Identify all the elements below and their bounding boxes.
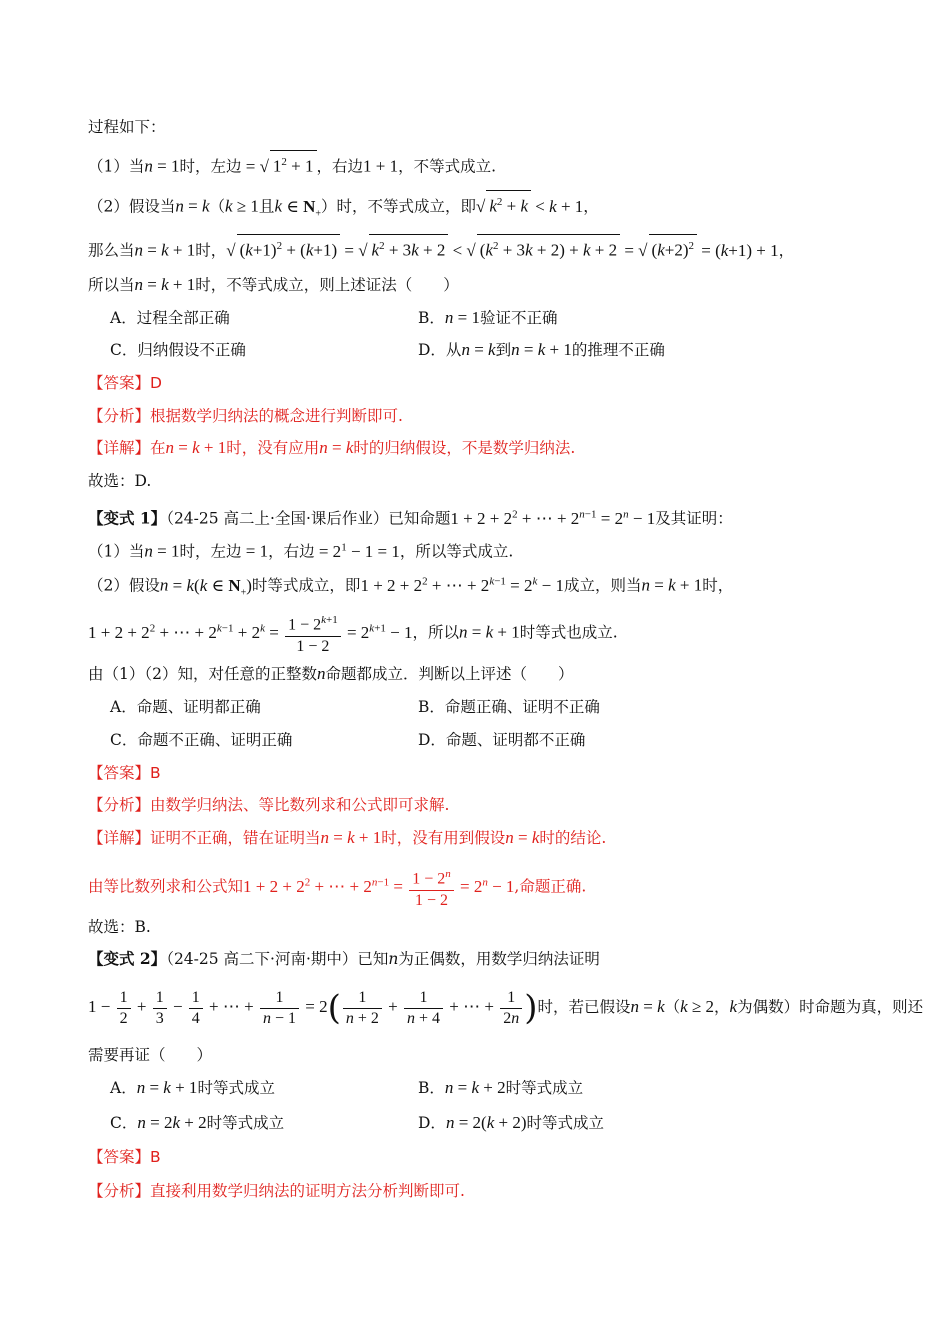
v1-option-c[interactable] — [110, 729, 292, 751]
v1-detail-2: 由等比数列求和公式知$1 + 2 + 2^2$ + ⋯ + $2^{n-1}$ = $\frac{1 - 2^n}{1 - 2}$ = $2^n - 1$,命题正确. — [88, 860, 586, 911]
proof-step-2: （2）假设当n = k（k ≥ 1且k ∈ $N_+$）时，不等式成立，即√ $k^2 + k < k + 1$， — [88, 190, 599, 225]
answer-value: D — [150, 374, 162, 392]
option-text: A．命题、证明都正确 — [110, 698, 261, 716]
option-text: B．命题正确、证明不正确 — [418, 698, 600, 716]
option-text: A． — [110, 1079, 137, 1097]
q1-option-a[interactable] — [110, 307, 230, 329]
text: 在 — [150, 439, 166, 457]
text: 时，没有应用 — [226, 439, 320, 457]
analysis-label: 【分析】 — [88, 796, 151, 814]
option-text: D． — [418, 1114, 446, 1132]
option-text: 的推理不正确 — [571, 341, 665, 359]
q1-answer — [88, 372, 162, 394]
answer-value: B — [150, 1148, 161, 1166]
text: 那么当 — [88, 241, 135, 260]
text: （2）假设 — [88, 576, 160, 595]
v2-option-d[interactable]: D．n = 2(k + 2)时等式成立 — [418, 1113, 604, 1132]
text: 已知命题 — [388, 509, 451, 528]
option-text: D．从 — [418, 341, 462, 359]
text: 且 — [258, 197, 275, 216]
text: 为偶数）时命题为真，则还 — [737, 998, 924, 1016]
option-text: 验证不正确 — [479, 309, 558, 327]
analysis-text: 根据数学归纳法的概念进行判断即可. — [150, 407, 403, 425]
text: 时， — [195, 241, 227, 260]
detail-label: 【详解】 — [88, 439, 151, 457]
variant-tag: 【变式 2】 — [88, 949, 167, 968]
intro-line — [88, 116, 166, 138]
analysis-label: 【分析】 — [88, 407, 151, 425]
analysis-text: 由数学归纳法、等比数列求和公式即可求解. — [150, 796, 450, 814]
text: 由等比数列求和公式知 — [88, 877, 244, 896]
text: 时等式也成立. — [519, 623, 618, 642]
text: （1）当 — [88, 157, 145, 176]
variant-source: （24-25 高二下·河南·期中） — [166, 950, 358, 968]
v2-answer — [88, 1146, 161, 1168]
option-text: A．过程全部正确 — [110, 309, 230, 327]
v1-analysis — [88, 794, 449, 816]
v1-answer — [88, 762, 161, 784]
text: （2）假设当 — [88, 197, 176, 216]
detail-label: 【详解】 — [88, 829, 151, 847]
option-text: B． — [418, 309, 445, 327]
text: 证明不正确，错在证明当 — [150, 829, 321, 847]
v1-choose — [88, 916, 151, 938]
q1-choose — [88, 470, 151, 492]
option-text: 时等式成立 — [526, 1114, 604, 1132]
text: 时， — [702, 576, 734, 595]
option-text: B． — [418, 1079, 445, 1097]
variant-1-line-4: 由（1）（2）知，对任意的正整数n命题都成立．判断以上评述（ ） — [88, 664, 574, 683]
option-text: C．归纳假设不正确 — [110, 341, 246, 359]
text: ）时，不等式成立，即 — [321, 197, 477, 216]
option-text: C．命题不正确、证明正确 — [110, 731, 293, 749]
q1-option-b[interactable]: B．n = 1验证不正确 — [418, 308, 558, 327]
variant-2-stem — [88, 948, 600, 970]
variant-2-line-3 — [88, 1044, 212, 1066]
text: （ — [209, 197, 226, 216]
text: 所以当 — [88, 276, 135, 294]
variant-1-stem: 【变式 1】（24-25 高二上·全国·课后作业）已知命题$1 + 2 + 2^2$ + ⋯ + $2^{n-1} = 2^n - 1$及其证明： — [88, 508, 733, 528]
intro-text: 过程如下： — [88, 118, 166, 136]
text: ，右边 — [268, 542, 315, 561]
v1-option-a[interactable] — [110, 696, 261, 718]
variant-1-line-1: （1）当n = 1时，左边 = 1，右边 = $2^1 - 1 = 1$，所以等式成立. — [88, 541, 514, 561]
variant-2-formula: 1 − $\frac{1}{2}$ + $\frac{1}{3}$ − $\frac{1}{4}$ + ⋯ + $\frac{1}{n - 1}$ = 2( $\frac{1}{n + 2}$ + $\frac{1}{n + 4}$ + ⋯ + $\frac{1}{2n}$ )时，若已假设n = k（k ≥ 2，k为偶数）时命题为真，则还 — [88, 988, 924, 1028]
proof-step-1: （1）当n = 1时，左边 = √ $1^2 + 1$ ，右边1 + 1，不等式成立. — [88, 150, 496, 178]
text: 时，不等式成立，则上述证法（ ） — [195, 276, 459, 294]
choose-text: 故选：B. — [88, 918, 151, 936]
q1-analysis — [88, 405, 403, 427]
option-text: C． — [110, 1114, 138, 1132]
option-text: 时等式成立 — [505, 1079, 584, 1097]
q1-detail: 【详解】在n = k + 1时，没有应用n = k时的归纳假设，不是数学归纳法. — [88, 438, 576, 457]
text: 时等式成立，即 — [251, 576, 361, 595]
v2-option-a[interactable]: A．n = k + 1时等式成立 — [110, 1078, 275, 1097]
analysis-label: 【分析】 — [88, 1182, 151, 1200]
option-text: 到 — [495, 341, 512, 359]
q1-option-c[interactable] — [110, 339, 246, 361]
text: ，所以 — [412, 623, 460, 642]
text: 时，若已假设 — [537, 998, 631, 1016]
text: n — [388, 950, 399, 968]
answer-label: 【答案】 — [88, 764, 151, 782]
text: 时的结论. — [539, 829, 607, 847]
v2-option-c[interactable]: C．n = 2k + 2时等式成立 — [110, 1113, 285, 1132]
choose-text: 故选：D. — [88, 472, 152, 490]
text: 为正偶数，用数学归纳法证明 — [398, 950, 600, 968]
answer-label: 【答案】 — [88, 1148, 151, 1166]
v1-option-b[interactable] — [418, 696, 600, 718]
text: （1）当 — [88, 542, 145, 561]
analysis-text: 直接利用数学归纳法的证明方法分析判断即可. — [150, 1182, 465, 1200]
option-text: 时等式成立 — [197, 1079, 275, 1097]
text: ，所以等式成立. — [399, 542, 514, 561]
variant-tag: 【变式 1】 — [88, 508, 167, 528]
variant-1-line-3: $1 + 2 + 2^2$ + ⋯ + $2^{k-1} + 2^k$ = $\frac{1 - 2^{k+1}}{1 - 2}$ = $2^{k+1} - 1$，所以n = k + 1时等式也成立. — [88, 606, 618, 657]
text: ， — [583, 197, 599, 216]
text: 成立，则当 — [564, 576, 642, 595]
v2-option-b[interactable]: B．n = k + 2时等式成立 — [418, 1078, 584, 1097]
text: 由（1）（2）知，对任意的正整数 — [88, 665, 317, 683]
answer-value: B — [150, 764, 161, 782]
v1-option-d[interactable] — [418, 729, 585, 751]
text: 已知 — [357, 950, 389, 968]
text: 时，左边 — [179, 157, 242, 176]
option-text: D．命题、证明都不正确 — [418, 731, 586, 749]
variant-source: （24-25 高二上·全国·课后作业） — [166, 509, 389, 528]
q1-option-d[interactable]: D．从n = k到n = k + 1的推理不正确 — [418, 340, 665, 359]
text: 时，没有用到假设 — [381, 829, 506, 847]
variant-1-line-2: （2）假设n = k(k ∈ $N_+$)时等式成立，即$1 + 2 + 2^2$ + ⋯ + $2^{k-1} = 2^k - 1$成立，则当n = k + 1时， — [88, 575, 734, 599]
text: 命题都成立．判断以上评述（ ） — [325, 665, 574, 683]
text: ，右边 — [316, 157, 364, 176]
v2-analysis — [88, 1180, 465, 1202]
text: （ — [664, 998, 681, 1016]
text: 及其证明： — [655, 509, 733, 528]
text: ，不等式成立. — [398, 157, 497, 176]
v1-detail: 【详解】证明不正确，错在证明当n = k + 1时，没有用到假设n = k时的结论. — [88, 828, 607, 847]
text: 时的归纳假设，不是数学归纳法. — [353, 439, 576, 457]
text: 需要再证（ ） — [88, 1046, 213, 1064]
answer-label: 【答案】 — [88, 374, 151, 392]
proof-conclusion: 所以当n = k + 1时，不等式成立，则上述证法（ ） — [88, 275, 459, 294]
proof-step-3: 那么当n = k + 1时，√ $(k+1)^2 + (k+1)$ = √ $k^2 + 3k + 2$ < √ $(k^2 + 3k + 2) + k + 2$ = √ $(k+2)^2 = (k+1) + 1$， — [88, 234, 794, 262]
text: ,命题正确. — [514, 877, 587, 896]
text: 时，左边 — [179, 542, 242, 561]
option-text: 时等式成立 — [206, 1114, 285, 1132]
text: ， — [714, 998, 730, 1016]
